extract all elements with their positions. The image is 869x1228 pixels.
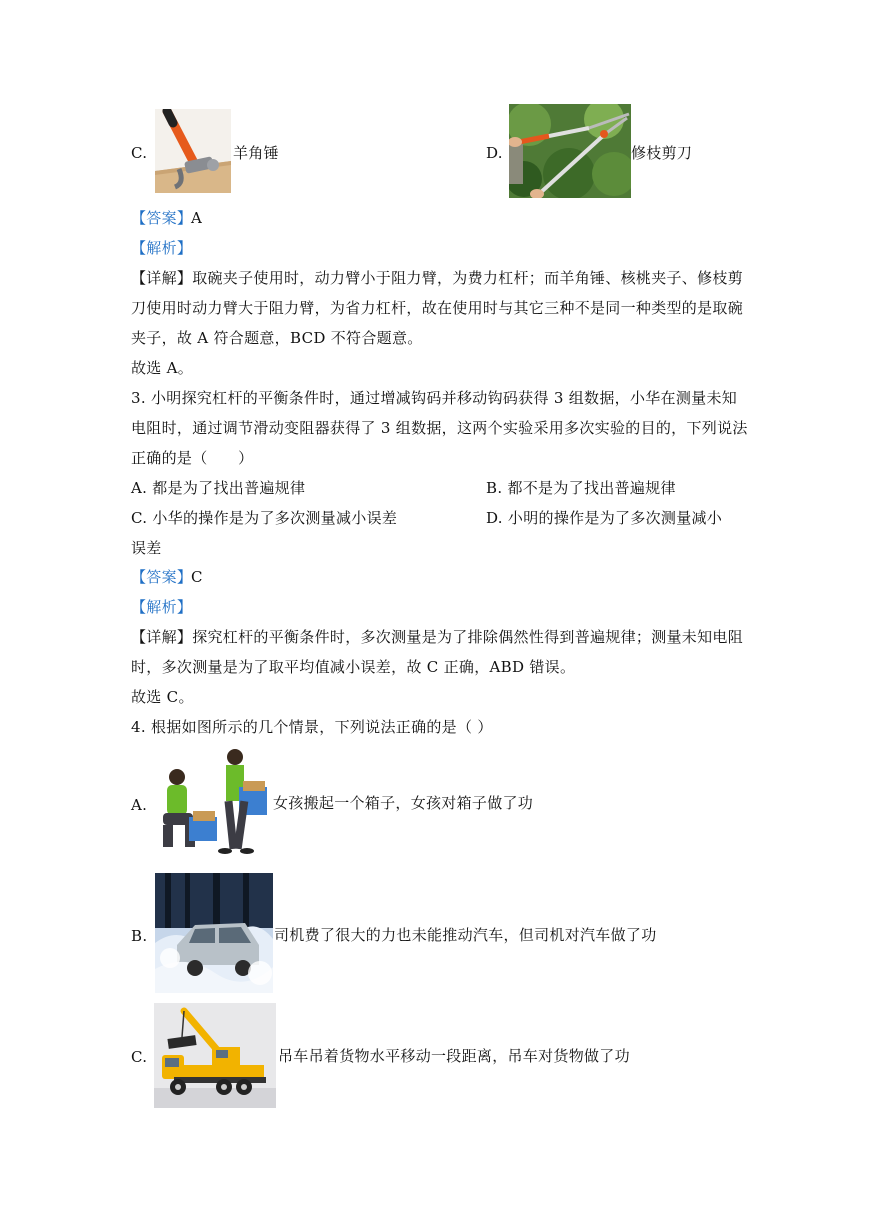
pruning-shears-image: [509, 104, 631, 198]
q3-stem-line-3: 正确的是（ ）: [131, 449, 254, 467]
detail-line-3: 夹子，故 A 符合题意，BCD 不符合题意。: [131, 329, 423, 347]
option-c-text: 羊角锤: [233, 144, 279, 162]
q4-option-b-text: 司机费了很大的力也未能推动汽车，但司机对汽车做了功: [274, 926, 657, 944]
answer-value: C: [191, 568, 203, 586]
detail-line-1: [131, 627, 743, 647]
detail-line-1: [131, 268, 743, 288]
q3-option-c: C. 小华的操作是为了多次测量减小误差: [131, 509, 398, 527]
detail-tag: 【详解】: [131, 628, 193, 646]
detail-tag: 【详解】: [131, 269, 193, 287]
answer-value: A: [191, 209, 203, 227]
q4-option-c-label: C.: [131, 1048, 148, 1066]
car-in-snow-image: [155, 873, 273, 993]
answer-tag: 【答案】: [131, 209, 193, 227]
q3-option-b: B. 都不是为了找出普遍规律: [486, 479, 676, 497]
detail-text: 探究杠杆的平衡条件时，多次测量是为了排除偶然性得到普遍规律；测量未知电阻: [192, 628, 744, 646]
q3-stem-line-1: 3. 小明探究杠杆的平衡条件时，通过增减钩码并移动钩码获得 3 组数据，小华在测量未知: [131, 389, 738, 407]
q3-option-a: A. 都是为了找出普遍规律: [131, 479, 306, 497]
conclusion: 故选 C。: [131, 688, 194, 706]
analysis-tag: 【解析】: [131, 239, 193, 257]
crane-truck-image: [154, 1003, 276, 1108]
detail-line-2: 时，多次测量是为了取平均值减小误差，故 C 正确，ABD 错误。: [131, 658, 576, 676]
q3-stem-line-2: 电阻时，通过调节滑动变阻器获得了 3 组数据，这两个实验采用多次实验的目的，下列说法: [131, 419, 748, 437]
option-d-text: 修枝剪刀: [631, 144, 693, 162]
q4-option-c-text: 吊车吊着货物水平移动一段距离，吊车对货物做了功: [278, 1047, 630, 1065]
q4-option-b-label: B.: [131, 927, 148, 945]
option-d-label: D.: [486, 144, 503, 162]
detail-text: 取碗夹子使用时，动力臂小于阻力臂，为费力杠杆；而羊角锤、核桃夹子、修枝剪: [192, 269, 744, 287]
option-c-label: C.: [131, 144, 148, 162]
answer-tag: 【答案】: [131, 568, 193, 586]
q4-option-a-text: 女孩搬起一个箱子，女孩对箱子做了功: [273, 794, 534, 812]
q4-option-a-label: A.: [131, 796, 148, 814]
q3-option-d: D. 小明的操作是为了多次测量减小: [486, 509, 723, 527]
analysis-tag: 【解析】: [131, 598, 193, 616]
claw-hammer-image: [155, 109, 231, 193]
q4-stem: 4. 根据如图所示的几个情景，下列说法正确的是（ ）: [131, 718, 493, 736]
conclusion: 故选 A。: [131, 359, 194, 377]
q3-option-d-cont: 误差: [131, 539, 162, 557]
girl-lifting-box-image: [155, 747, 273, 859]
detail-line-2: 刀使用时动力臂大于阻力臂，为省力杠杆，故在使用时与其它三种不是同一种类型的是取碗: [131, 299, 744, 317]
